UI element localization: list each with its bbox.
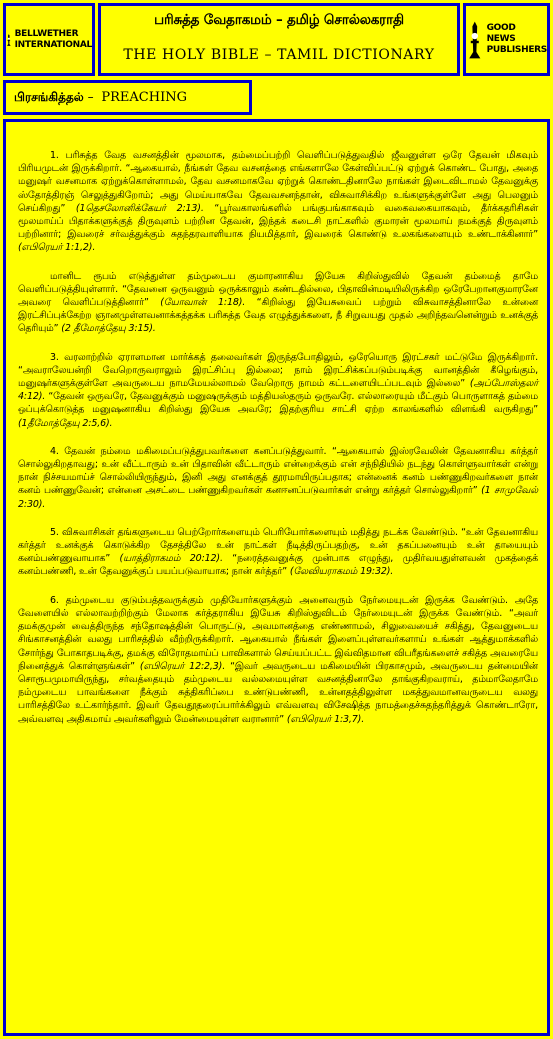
bellwether-logo <box>3 3 95 76</box>
paragraph <box>18 445 538 511</box>
scripture-reference: (யாத்திராகமம் 20:12). <box>119 553 223 565</box>
logo-right-line1: GOOD NEWS <box>486 23 516 44</box>
paragraph <box>18 149 538 255</box>
paragraph-text: 6. தம்முடைய குடும்பத்தவருக்கும் முதியோர்களுக்கும் அனைவரும் நேர்மையுடன் இருக்க வேண்டும். அதே வேளையில் எல்லாவற்றிற்கும் மேலாக கர்த்தராகிய இயேசு கிறிஸ்துவிடம் நேர்மையுடன் இருக்க வேண்டும். “அவர் தமக்குமுன் வைத்திருந்த சந்தோஷத்தின் பொருட்டு, அவமானத்தை எண்ணாமல், சிலுவையைச் சகித்து, தேவனுடைய சிங்காசனத்தின் வலது பாரிசத்தில் வீற்றிருக்கிறார். ஆகையால் நீங்கள் இளைப்புள்ளவர்களாய் உங்கள் ஆத்துமாக்களில் சோர்ந்து போகாதபடிக்கு, தமக்கு விரோதமாய்ப் பாவிகளால் செய்யப்பட்ட இவ்விதமான விபரீதங்களைச் சகித்த அவரையே நினைத்துக் கொள்ளுங்கள்” <box>18 594 538 672</box>
scripture-reference: (எபிரெயர் 1:3,7). <box>286 713 365 725</box>
section-header <box>3 80 252 115</box>
paragraph-text: “இவர் அவருடைய மகிமையின் பிரகாசமும், அவருடைய தன்மையின் சொரூபமுமாயிருந்து, சர்வத்தையும் தம்முடைய வல்லமையுள்ள வசனத்தினாலே தாங்குகிறவராய், தம்மாலேதாமே நம்முடைய பாவங்களை நீக்கும் சுத்திகரிப்பை உண்டுபண்ணி, உன்னதத்திலுள்ள மகத்துவமானவருடைய வலது பாரிசத்திலே உட்கார்ந்தார். இவர் தேவதூதரைப்பார்க்கிலும் எவ்வளவு விசேஷித்த நாமத்தைச்சுதந்தரித்துக் கொண்டாரோ, அவ்வளவு அதிகமாய் அவர்களிலும் மேன்மையுள்ள வரானார்” <box>18 660 538 725</box>
good-news-logo <box>463 3 550 76</box>
paragraph <box>18 351 538 430</box>
scripture-reference: (எபிரெயர் 1:1,2). <box>18 242 96 254</box>
scripture-reference: (எபிரெயர் 12:2,3). <box>139 660 226 672</box>
scripture-reference: (2 தீமோத்தேயு 3:15). <box>61 323 156 335</box>
paragraph-text: 1. பரிசுத்த வேத வசனத்தின் மூலமாக, தம்மைப்பற்றி வெளிப்படுத்துவதில் ஜீவனுள்ள ஒரே தேவன் மிகவும் பிரியமுடன் இருக்கிறார். “ஆகையால், நீங்கள் தேவ வசனத்தை எங்களாலே கேள்விப்பட்டு ஏற்றுக் கொண்ட போது, அதை மனுஷர் வசனமாக ஏற்றுக்கொள்ளாமல், தேவ வசனமாகவே ஏற்றுக் கொண்டதினாலே நாங்கள் இடைவிடாமல் தேவனுக்கு ஸ்தோத்திரஞ் செலுத்துகிறோம்; அது மெய்யாகவே தேவவசனந்தான், விசுவாசிக்கிற உங்களுக்குள்ளே அது பெலனும் செய்கிறது” <box>18 150 538 214</box>
section-title-english: PREACHING <box>101 90 187 105</box>
content-panel <box>3 119 550 1036</box>
scripture-reference: (அப்போஸ்தலர் 4:12). <box>18 378 539 403</box>
section-title-tamil: பிரசங்கித்தல் <box>14 90 84 104</box>
paragraph <box>18 526 538 579</box>
paragraph-text: “பூர்வகாலங்களில் பங்குபங்காகவும் வகைவகையாகவும், தீர்க்கதரிசிகள் மூலமாய்ப் பிதாக்களுக்குத் திருவுளம் பற்றின தேவன், இந்தக் கடைசி நாட்களில் குமாரன் மூலமாய் நமக்குத் திருவுளம் பற்றினார்; இவரைச் சர்வத்துக்கும் சுதந்தரவாளியாக நியமித்தார், இவரைக் கொண்டு உலகங்களையும் உண்டாக்கினார்” <box>18 202 539 241</box>
logo-left-line1: BELLWETHER <box>14 28 79 39</box>
paragraph <box>18 270 538 336</box>
paragraph-text: 5. விசுவாசிகள் தங்களுடைய பெற்றோர்களையும் பெரியோர்களையும் மதித்து நடக்க வேண்டும். “உன் தேவனாகிய கர்த்தர் உனக்குக் கொடுக்கிற தேசத்திலே உன் நாட்கள் நீடித்திருப்பதற்கு, உன் தகப்பனையும் உன் தாயையும் கனம்பண்ணுவாயாக” <box>18 526 538 565</box>
scripture-reference: (லேவியராகமம் 19:32). <box>289 566 394 578</box>
logo-left-line2: INTERNATIONAL <box>14 39 92 50</box>
header-title-tamil: பரிசுத்த வேதாகமம் – தமிழ் சொல்லகராதி <box>154 12 404 28</box>
page-header <box>98 3 460 76</box>
paragraph-text: “கிறிஸ்து இயேசுவைப் பற்றும் விசுவாசத்தினாலே உன்னை இரட்சிப்புக்கேற்ற ஞானமுள்ளவனாக்கத்தக்க பரிசுத்த வேத எழுத்துக்களை, நீ சிறுவயது முதல் அறிந்தவனென்றும் உனக்குத் தெரியும்” <box>18 297 539 335</box>
header-title-english: THE HOLY BIBLE – TAMIL DICTIONARY <box>123 47 435 63</box>
paragraph-text: “நரைத்தவனுக்கு முன்பாக எழுந்து, முதிர்வயதுள்ளவன் முகத்தைக் கனம்பண்ணி, உன் தேவனுக்குப் பயப்படுவாயாக; நான் கர்த்தர்” <box>18 553 538 578</box>
scripture-reference: (1 சாமுவேல் 2:30). <box>18 485 538 510</box>
scripture-reference: (1தெசலோனிக்கேயர் 2:13). <box>75 202 204 214</box>
section-separator: – <box>87 90 94 104</box>
paragraph-text: 3. வரலாற்றில் ஏராளமான மார்க்கத் தலைவர்கள் இருந்தபோதிலும், ஒரேயொரு இரட்சகர் மட்டுமே இருக்கிறார். “அவராலேயன்றி வேறொருவராலும் இரட்சிப்பு இல்லை; நாம் இரட்சிக்கப்படும்படிக்கு வானத்தின் கீழெங்கும், மனுஷர்களுக்குள்ளே அவருடைய நாமமேயல்லாமல் வேறொரு நாமம் கட்டளையிடப்படவும் இல்லை” <box>18 351 538 390</box>
trumpet-icon <box>466 15 484 65</box>
trumpet-icon <box>6 15 12 65</box>
scripture-reference: (யோவான் 1:18). <box>160 297 246 309</box>
paragraph-list <box>18 149 538 741</box>
paragraph <box>18 594 538 726</box>
scripture-reference: (1தீமோத்தேயு 2:5,6). <box>18 417 113 429</box>
logo-right-line2: PUBLISHERS <box>486 45 547 55</box>
paragraph-text: மானிட ரூபம் எடுத்துள்ள தம்முடைய குமாரனாகிய இயேசு கிறிஸ்துவில் தேவன் தம்மைத் தாமே வெளிப்படுத்தியுள்ளார். “தேவனை ஒருவனும் ஒருக்காலும் கண்டதில்லை, பிதாவின்மடியிலிருக்கிற ஒரேபேறானகுமாரனே அவரை வெளிப்படுத்தினார்” <box>18 270 538 309</box>
paragraph-text: “தேவன் ஒருவரே, தேவனுக்கும் மனுஷருக்கும் மத்தியஸ்தரும் ஒருவரே. எல்லாரையும் மீட்கும் பொருளாகத் தம்மை ஒப்புக்கொடுத்த மனுஷனாகிய கிறிஸ்து இயேசு அவரே; இதற்குரிய சாட்சி ஏற்ற காலங்களில் விளங்கி வருகிறது” <box>18 391 538 416</box>
paragraph-text: 4. தேவன் நம்மை மகிமைப்படுத்துபவர்களை கனப்படுத்துவார். “ஆகையால் இஸ்ரவேலின் தேவனாகிய கர்த்தர் சொல்லுகிறதாவது; உன் வீட்டாரும் உன் பிதாவின் வீட்டாரும் என்றைக்கும் என் சந்நிதியில் நடந்து கொள்ளுவார்கள் என்று நான் நிச்சயமாய்ச் சொல்லியிருந்தும், இனி அது எனக்குத் தூரமாயிருப்பதாக; என்னைக் கனம் பண்ணுகிறவர்களை நான் கனம் பண்ணுவேன்; என்னை அசட்டை பண்ணுகிறவர்கள் கனஈனப்படுவார்கள் என்று கர்த்தர் சொல்லுகிறார்” <box>18 445 538 497</box>
